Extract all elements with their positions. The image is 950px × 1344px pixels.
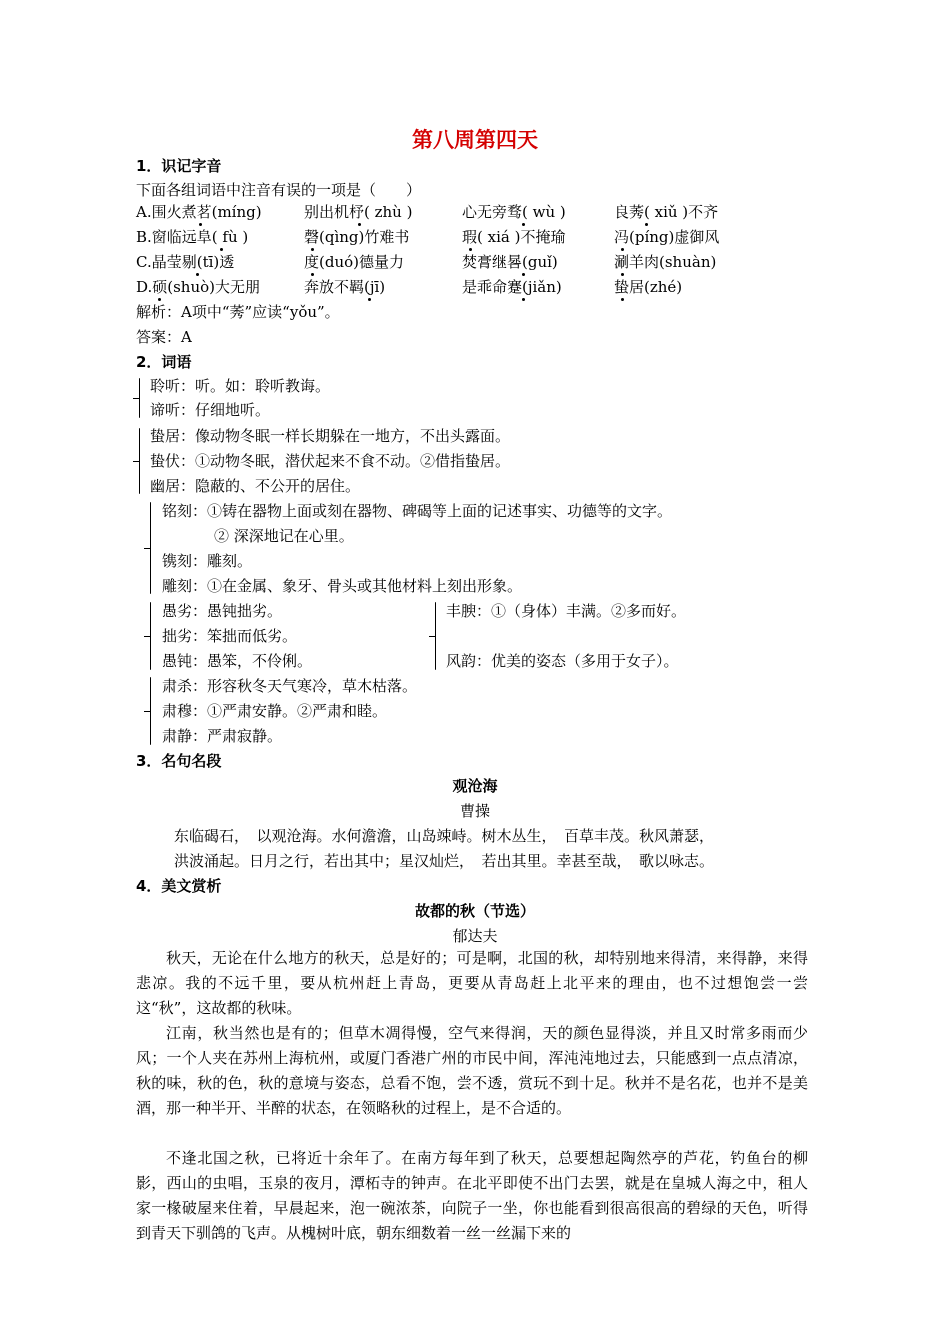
brace: [139, 428, 140, 494]
term-lingting: 聆听：听。如：聆听教诲。: [150, 377, 331, 395]
brace: [139, 378, 140, 418]
term-sumu: 肃穆：①严肃安静。②严肃和睦。: [162, 702, 388, 720]
emphasis-dot: [522, 223, 525, 226]
term-sujing: 肃静：严肃寂静。: [162, 727, 283, 745]
poem-author: 曹操: [459, 802, 490, 820]
page-title: 第八周第四天: [412, 128, 538, 152]
emphasis-dot: [522, 273, 525, 276]
emphasis-dot: [522, 298, 525, 301]
term-juanke: 镌刻：雕刻。: [162, 552, 253, 570]
emphasis-dot: [311, 248, 314, 251]
emphasis-dot: [621, 298, 624, 301]
emphasis-dot: [621, 248, 624, 251]
term-susha: 肃杀：形容秋冬天气寒冷，草木枯落。: [162, 677, 418, 695]
option-c-2: 度(duó)德量力: [304, 253, 404, 271]
option-b-3: 瑕( xiá )不掩瑜: [462, 228, 566, 246]
option-c-1: C.晶莹剔(tī)透: [136, 253, 235, 271]
emphasis-dot: [621, 273, 624, 276]
emphasis-dot: [645, 223, 648, 226]
option-d-1: D.硕(shuò)大无朋: [136, 278, 261, 296]
brace: [150, 602, 151, 670]
option-c-3: 焚膏继晷(guǐ): [462, 253, 558, 271]
analysis-text: 解析：A项中“莠”应读“yǒu”。: [136, 303, 340, 321]
option-a-2: 别出机杼( zhù ): [304, 203, 413, 221]
question-stem: 下面各组词语中注音有误的一项是（ ）: [136, 181, 422, 199]
term-yulie: 愚劣：愚钝拙劣。: [162, 602, 283, 620]
essay-paragraph-1: 秋天，无论在什么地方的秋天，总是好的；可是啊，北国的秋，却特别地来得清，来得静，来得悲凉。我的不远千里，要从杭州赶上青岛，更要从青岛赶上北平来的理由，也不过想饱尝一尝这“秋”，这故都的秋味。: [136, 949, 808, 1017]
term-diting: 谛听：仔细地听。: [150, 401, 271, 419]
section-2-heading: 2．词语: [136, 353, 192, 371]
essay-paragraph-3: 不逢北国之秋，已将近十余年了。在南方每年到了秋天，总要想起陶然亭的芦花，钓鱼台的柳影，西山的虫唱，玉泉的夜月，潭柘寺的钟声。在北平即使不出门去罢，就是在皇城人海之中，租人家一椽破屋来住着，早晨起来，泡一碗浓茶，向院子一坐，你也能看到很高很高的碧绿的天色，听得到青天下驯鸽的飞声。从槐树叶底，朝东细数着一丝一丝漏下来的: [136, 1149, 808, 1242]
option-d-4: 蛰居(zhé): [614, 278, 683, 296]
option-b-1: B.窗临远阜( fù ): [136, 228, 249, 246]
option-a-1: A.围火煮茗(míng): [136, 203, 262, 221]
answer-text: 答案：A: [136, 328, 192, 346]
poem-title: 观沧海: [452, 777, 498, 795]
option-c-4: 涮羊肉(shuàn): [614, 253, 717, 271]
option-b-2: 磬(qìng)竹难书: [304, 228, 410, 246]
poem-line-1: 东临碣石， 以观沧海。水何澹澹，山岛竦峙。树木丛生， 百草丰茂。秋风萧瑟，: [174, 827, 715, 845]
option-b-4: 冯(píng)虚御风: [614, 228, 720, 246]
option-d-2: 奔放不羁(jī): [304, 278, 386, 296]
term-youju: 幽居：隐蔽的、不公开的居住。: [150, 477, 361, 495]
emphasis-dot: [158, 298, 161, 301]
option-a-3: 心无旁骛( wù ): [462, 203, 566, 221]
section-4-heading: 4．美文赏析: [136, 877, 222, 895]
emphasis-dot: [196, 273, 199, 276]
emphasis-dot: [311, 273, 314, 276]
term-zhuolie: 拙劣：笨拙而低劣。: [162, 627, 298, 645]
emphasis-dot: [469, 248, 472, 251]
section-3-heading: 3．名句名段: [136, 752, 222, 770]
essay-author: 郁达夫: [452, 927, 498, 945]
term-diaoke: 雕刻：①在金属、象牙、骨头或其他材料上刻出形象。: [162, 577, 523, 595]
emphasis-dot: [358, 223, 361, 226]
emphasis-dot: [368, 298, 371, 301]
emphasis-dot: [199, 223, 202, 226]
brace: [150, 502, 151, 594]
term-yudun: 愚钝：愚笨，不伶俐。: [162, 652, 313, 670]
term-fengyu: 丰腴：①（身体）丰满。②多而好。: [446, 602, 687, 620]
poem-line-2: 洪波涌起。日月之行，若出其中；星汉灿烂， 若出其里。幸甚至哉， 歌以咏志。: [174, 852, 715, 870]
essay-title: 故都的秋（节选）: [414, 902, 535, 920]
term-mingke: 铭刻：①铸在器物上面或刻在器物、碑碣等上面的记述事实、功德等的文字。: [162, 502, 673, 520]
term-zheju: 蛰居：像动物冬眠一样长期躲在一地方，不出头露面。: [150, 427, 511, 445]
term-fengyun: 风韵：优美的姿态（多用于女子）。: [446, 652, 679, 670]
option-a-4: 良莠( xiǔ )不齐: [614, 203, 719, 221]
term-zhefu: 蛰伏：①动物冬眠，潜伏起来不食不动。②借指蛰居。: [150, 452, 511, 470]
emphasis-dot: [220, 248, 223, 251]
brace: [150, 677, 151, 745]
essay-paragraph-2: 江南，秋当然也是有的；但草木凋得慢，空气来得润，天的颜色显得淡，并且又时常多雨而少风；一个人夹在苏州上海杭州，或厦门香港广州的市民中间，浑沌沌地过去，只能感到一点点清凉，秋的味，秋的色，秋的意境与姿态，总看不饱，尝不透，赏玩不到十足。秋并不是名花，也并不是美酒，那一种半开、半醉的状态，在领略秋的过程上，是不合适的。: [136, 1024, 808, 1117]
option-d-3: 是乖命蹇(jiǎn): [462, 278, 562, 296]
brace: [435, 602, 436, 670]
term-mingke-sense-2: ② 深深地记在心里。: [214, 527, 354, 545]
section-1-heading: 1．识记字音: [136, 157, 222, 175]
